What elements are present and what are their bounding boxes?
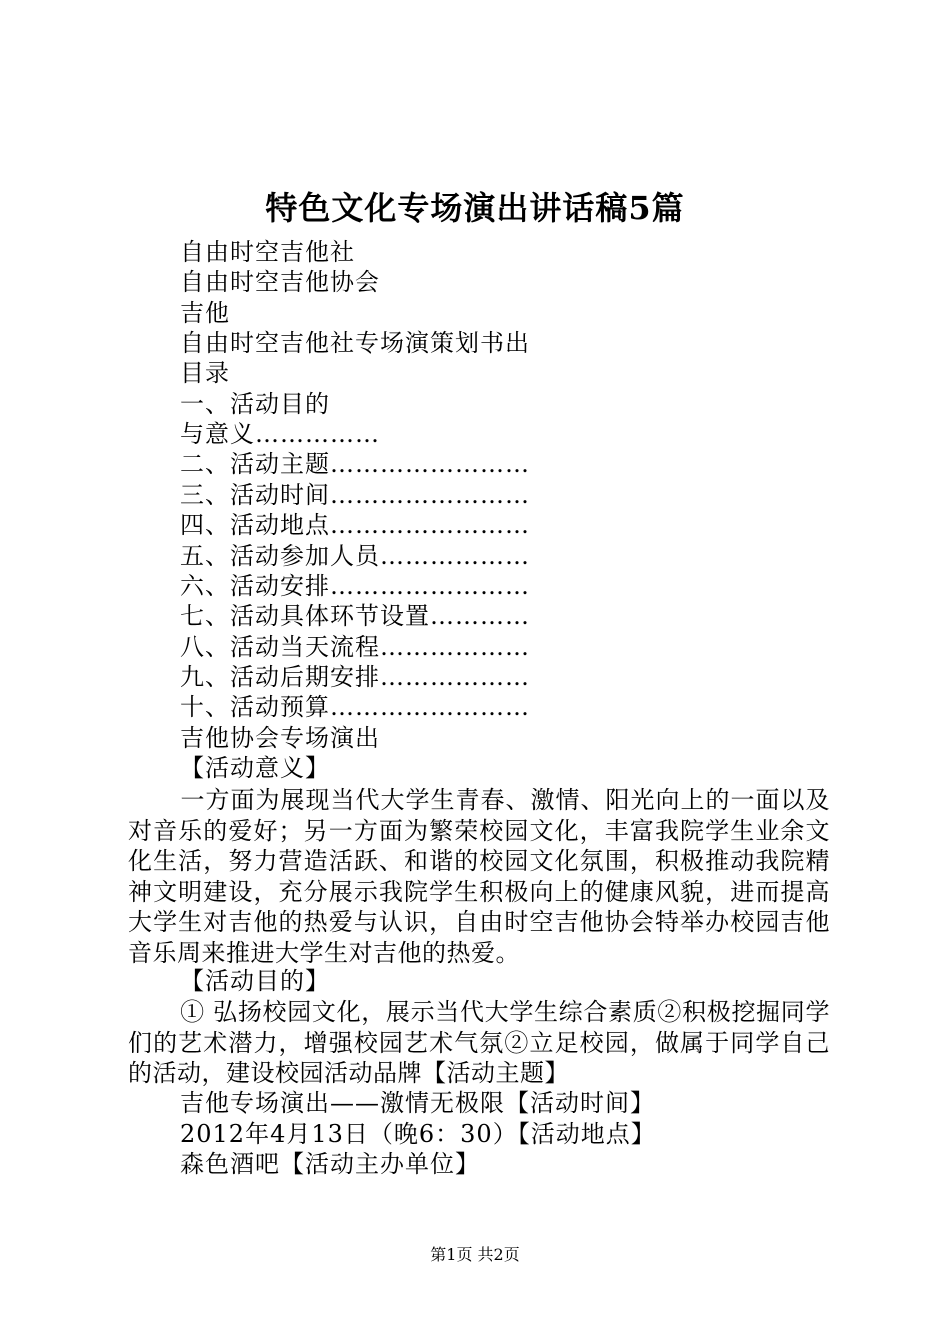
toc-item: 七、活动具体环节设置………… (180, 602, 530, 630)
toc-item: 四、活动地点…………………… (180, 511, 530, 539)
toc-item: 五、活动参加人员……………… (180, 542, 530, 570)
text-line: 森色酒吧【活动主办单位】 (180, 1150, 480, 1178)
page-footer: 第1页 共2页 (430, 1245, 520, 1264)
text-line: 自由时空吉他社 (180, 238, 355, 266)
text-line: 吉他专场演出——激情无极限【活动时间】 (180, 1089, 655, 1117)
toc-item: 与意义…………… (180, 420, 380, 448)
text-line: 吉他协会专场演出 (180, 724, 380, 752)
toc-heading: 目录 (180, 359, 230, 387)
toc-item: 三、活动时间…………………… (180, 481, 530, 509)
page-title: 特色文化专场演出讲话稿5篇 (265, 189, 685, 227)
text-line: 自由时空吉他社专场演策划书出 (180, 329, 530, 357)
paragraph-purpose (128, 997, 830, 1089)
text-line: 2012年4月13日（晚6：30）【活动地点】 (180, 1120, 656, 1148)
text-line: 自由时空吉他协会 (180, 268, 380, 296)
toc-item: 二、活动主题…………………… (180, 450, 530, 478)
paragraph-text: ① 弘扬校园文化，展示当代大学生综合素质②积极挖掘同学们的艺术潜力，增强校园艺术气氛②立足校园，做属于同学自己的活动，建设校园活动品牌【活动主题】 (128, 998, 830, 1087)
text-line: 吉他 (180, 299, 230, 327)
toc-item: 八、活动当天流程……………… (180, 633, 530, 661)
section-heading: 【活动意义】 (180, 754, 330, 782)
toc-item: 十、活动预算…………………… (180, 693, 530, 721)
toc-item: 六、活动安排…………………… (180, 572, 530, 600)
paragraph-text: 一方面为展现当代大学生青春、激情、阳光向上的一面以及对音乐的爱好；另一方面为繁荣校园文化，丰富我院学生业余文化生活，努力营造活跃、和谐的校园文化氛围，积极推动我院精神文明建设，充分展示我院学生积极向上的健康风貌，进而提高大学生对吉他的热爱与认识，自由时空吉他协会特举办校园吉他音乐周来推进大学生对吉他的热爱。 (128, 786, 830, 967)
section-heading: 【活动目的】 (180, 967, 330, 995)
toc-item: 九、活动后期安排……………… (180, 663, 530, 691)
paragraph-significance (128, 785, 830, 968)
toc-item: 一、活动目的 (180, 390, 330, 418)
